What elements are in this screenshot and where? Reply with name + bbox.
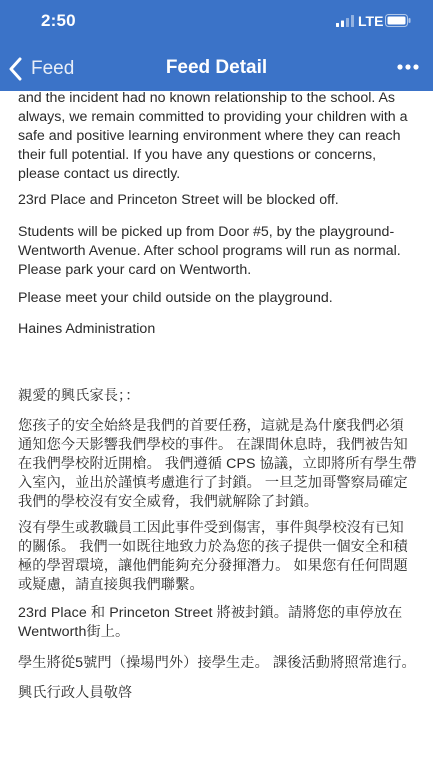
- en-paragraph-3: Students will be picked up from Door #5, by the playground-Wentworth Avenue. After school programs will run as normal. Please park your card on Wentworth.: [18, 224, 401, 278]
- en-paragraph-1: and the incident had no known relationship to the school. As always, we remain committed to providing your children with a safe and positive learning environment where they can reach their full potential. If you have any questions or concerns, please contact us directly.: [18, 90, 408, 182]
- zh-paragraph-1: 您孩子的安全始終是我們的首要任務，這就是為什麼我們必須通知您今天影響我們學校的事件。 在課間休息時，我們被告知在我們學校附近開槍。 我們遵循 CPS 協議，立即將所有學生帶入室內，並出於謹慎考慮進行了封鎖。 一旦芝加哥警察局確定我們的學校沒有安全威脅，我們就解除了封鎖。: [18, 418, 417, 510]
- status-bar: [0, 0, 433, 44]
- zh-signature: 興氏行政人員敬啓: [18, 685, 133, 701]
- zh-greeting: 親愛的興氏家長；：: [18, 388, 140, 404]
- status-time: 2:50: [41, 11, 76, 30]
- en-paragraph-2: 23rd Place and Princeton Street will be blocked off.: [18, 192, 339, 208]
- navigation-bar: [0, 46, 433, 90]
- more-dots-icon[interactable]: [396, 62, 420, 72]
- en-signature: Haines Administration: [18, 321, 156, 337]
- back-button-label: Feed: [31, 58, 75, 79]
- zh-paragraph-4: 學生將從5號門（操場門外）接學生走。 課後活動將照常進行。: [18, 655, 416, 671]
- battery-icon: [385, 14, 411, 27]
- page-title: Feed Detail: [165, 57, 268, 78]
- top-bar: [0, 0, 433, 91]
- network-type: LTE: [358, 13, 384, 29]
- en-paragraph-4: Please meet your child outside on the playground.: [18, 290, 333, 306]
- cellular-signal-icon: [336, 15, 356, 27]
- zh-paragraph-2: 沒有學生或教職員工因此事件受到傷害，事件與學校沒有已知的關係。 我們一如既往地致力於為您的孩子提供一個安全和積極的學習環境，讓他們能夠充分發揮潛力。 如果您有任何問題或疑慮，請直接與我們聯繫。: [18, 520, 408, 593]
- zh-paragraph-3: 23rd Place 和 Princeton Street 將被封鎖。請將您的車停放在Wentworth街上。: [18, 605, 403, 640]
